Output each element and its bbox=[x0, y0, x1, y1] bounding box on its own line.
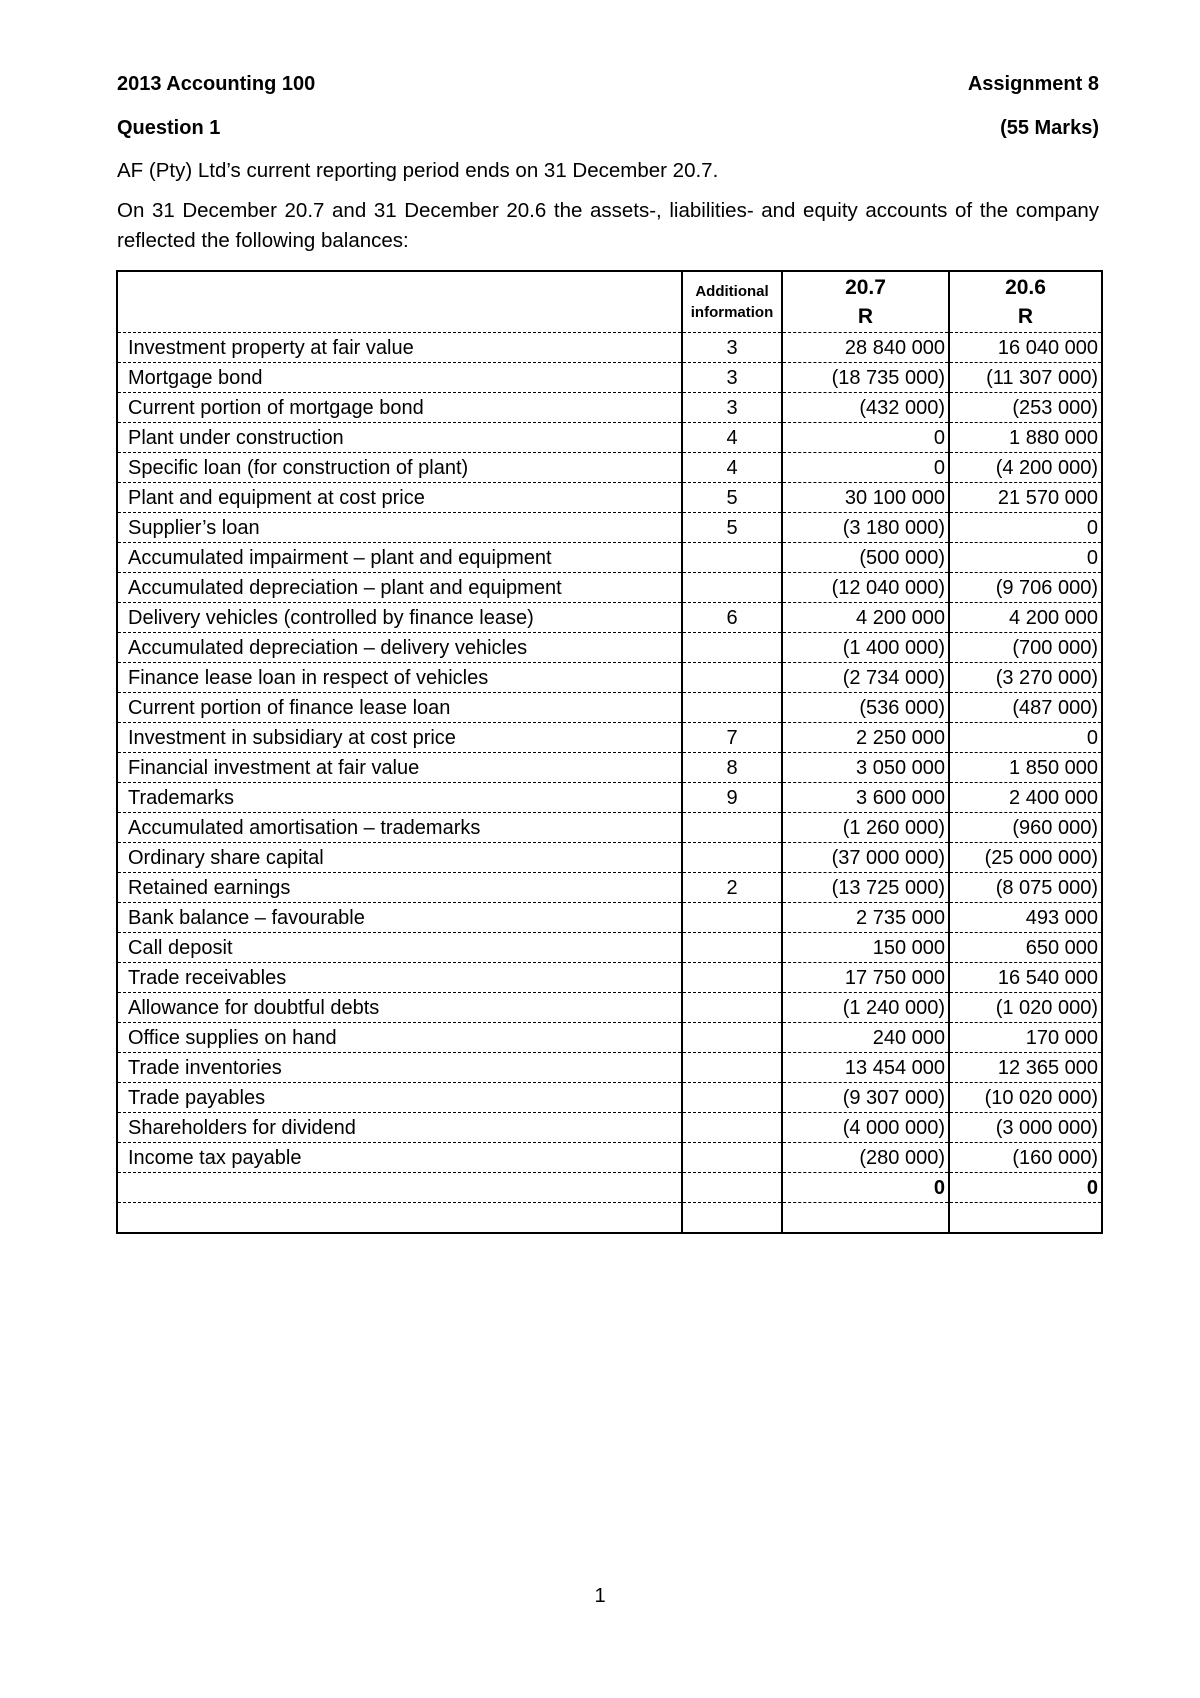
table-row bbox=[117, 333, 1102, 363]
row-value-20-6: 170 000 bbox=[949, 1023, 1102, 1053]
row-value-20-7: 150 000 bbox=[782, 933, 949, 963]
row-value-20-7: (3 180 000) bbox=[782, 513, 949, 543]
row-label: Call deposit bbox=[117, 933, 682, 963]
row-note: 4 bbox=[682, 453, 782, 483]
row-label: Accumulated impairment – plant and equipment bbox=[117, 543, 682, 573]
empty-row bbox=[117, 1203, 1102, 1234]
table-row bbox=[117, 1113, 1102, 1143]
table-row bbox=[117, 873, 1102, 903]
row-value-20-7: 2 250 000 bbox=[782, 723, 949, 753]
row-note bbox=[682, 813, 782, 843]
header-year2-unit: R bbox=[1017, 305, 1034, 328]
header-year-20-6 bbox=[949, 271, 1102, 333]
row-value-20-7: (37 000 000) bbox=[782, 843, 949, 873]
intro-paragraph-1: AF (Pty) Ltd’s current reporting period ends on 31 December 20.7. bbox=[117, 159, 719, 182]
row-value-20-6: (4 200 000) bbox=[949, 453, 1102, 483]
row-label: Trade payables bbox=[117, 1083, 682, 1113]
table-row bbox=[117, 573, 1102, 603]
row-label: Financial investment at fair value bbox=[117, 753, 682, 783]
header-additional-line2: information bbox=[690, 304, 774, 321]
row-value-20-7: 3 050 000 bbox=[782, 753, 949, 783]
row-value-20-7: (432 000) bbox=[782, 393, 949, 423]
row-value-20-6: 2 400 000 bbox=[949, 783, 1102, 813]
row-note: 3 bbox=[682, 363, 782, 393]
row-value-20-7: 28 840 000 bbox=[782, 333, 949, 363]
table-header-row bbox=[117, 271, 1102, 333]
total-20-6: 0 bbox=[949, 1173, 1102, 1203]
row-label: Investment property at fair value bbox=[117, 333, 682, 363]
row-note: 6 bbox=[682, 603, 782, 633]
row-value-20-6: (960 000) bbox=[949, 813, 1102, 843]
row-note: 4 bbox=[682, 423, 782, 453]
table-row bbox=[117, 783, 1102, 813]
row-note: 8 bbox=[682, 753, 782, 783]
row-label: Trade receivables bbox=[117, 963, 682, 993]
row-value-20-7: 17 750 000 bbox=[782, 963, 949, 993]
row-note bbox=[682, 1053, 782, 1083]
table-row bbox=[117, 903, 1102, 933]
header-year-20-7 bbox=[782, 271, 949, 333]
row-value-20-6: (253 000) bbox=[949, 393, 1102, 423]
row-value-20-7: 3 600 000 bbox=[782, 783, 949, 813]
table-row bbox=[117, 1023, 1102, 1053]
row-value-20-7: (1 400 000) bbox=[782, 633, 949, 663]
row-note bbox=[682, 1143, 782, 1173]
row-note bbox=[682, 903, 782, 933]
row-value-20-7: (4 000 000) bbox=[782, 1113, 949, 1143]
table-row bbox=[117, 603, 1102, 633]
row-label: Delivery vehicles (controlled by finance lease) bbox=[117, 603, 682, 633]
page-number: 1 bbox=[594, 1585, 606, 1607]
total-20-7: 0 bbox=[782, 1173, 949, 1203]
header-year1-unit: R bbox=[857, 305, 874, 328]
row-note bbox=[682, 963, 782, 993]
row-value-20-7: (1 260 000) bbox=[782, 813, 949, 843]
table-row bbox=[117, 423, 1102, 453]
row-value-20-7: (280 000) bbox=[782, 1143, 949, 1173]
intro-paragraph-2: On 31 December 20.7 and 31 December 20.6 the assets-, liabilities- and equity accounts of the company reflected the following balances: bbox=[117, 199, 1099, 252]
header-blank-cell bbox=[117, 271, 682, 333]
course-title: 2013 Accounting 100 bbox=[117, 73, 316, 95]
header-year1: 20.7 bbox=[845, 276, 886, 299]
row-value-20-7: (500 000) bbox=[782, 543, 949, 573]
table-row bbox=[117, 723, 1102, 753]
table-row bbox=[117, 483, 1102, 513]
row-note: 5 bbox=[682, 513, 782, 543]
row-value-20-7: (18 735 000) bbox=[782, 363, 949, 393]
row-label: Mortgage bond bbox=[117, 363, 682, 393]
row-value-20-7: 240 000 bbox=[782, 1023, 949, 1053]
row-note bbox=[682, 843, 782, 873]
table-row bbox=[117, 663, 1102, 693]
row-value-20-6: (3 000 000) bbox=[949, 1113, 1102, 1143]
table-row bbox=[117, 963, 1102, 993]
row-label: Allowance for doubtful debts bbox=[117, 993, 682, 1023]
row-label: Ordinary share capital bbox=[117, 843, 682, 873]
table-row bbox=[117, 753, 1102, 783]
empty-cell bbox=[949, 1203, 1102, 1234]
header-line-1 bbox=[117, 73, 1099, 96]
row-value-20-7: (13 725 000) bbox=[782, 873, 949, 903]
row-note: 7 bbox=[682, 723, 782, 753]
row-label: Trade inventories bbox=[117, 1053, 682, 1083]
row-label: Investment in subsidiary at cost price bbox=[117, 723, 682, 753]
row-value-20-6: 650 000 bbox=[949, 933, 1102, 963]
row-label: Trademarks bbox=[117, 783, 682, 813]
row-value-20-6: (8 075 000) bbox=[949, 873, 1102, 903]
row-value-20-6: 0 bbox=[949, 513, 1102, 543]
row-label: Accumulated depreciation – plant and equipment bbox=[117, 573, 682, 603]
row-value-20-6: (1 020 000) bbox=[949, 993, 1102, 1023]
table-row bbox=[117, 513, 1102, 543]
table-row bbox=[117, 843, 1102, 873]
row-value-20-7: 13 454 000 bbox=[782, 1053, 949, 1083]
row-label: Specific loan (for construction of plant) bbox=[117, 453, 682, 483]
row-value-20-6: 16 040 000 bbox=[949, 333, 1102, 363]
header-additional-info bbox=[682, 271, 782, 333]
row-label: Plant under construction bbox=[117, 423, 682, 453]
row-value-20-6: 493 000 bbox=[949, 903, 1102, 933]
row-value-20-7: (2 734 000) bbox=[782, 663, 949, 693]
row-value-20-6: 1 880 000 bbox=[949, 423, 1102, 453]
header-additional-line1: Additional bbox=[695, 283, 769, 300]
table-row bbox=[117, 933, 1102, 963]
row-value-20-6: (25 000 000) bbox=[949, 843, 1102, 873]
row-label: Accumulated depreciation – delivery vehicles bbox=[117, 633, 682, 663]
row-value-20-6: (10 020 000) bbox=[949, 1083, 1102, 1113]
row-note: 3 bbox=[682, 393, 782, 423]
row-value-20-7: (9 307 000) bbox=[782, 1083, 949, 1113]
row-value-20-6: (700 000) bbox=[949, 633, 1102, 663]
row-note bbox=[682, 1083, 782, 1113]
table-row bbox=[117, 993, 1102, 1023]
table-row bbox=[117, 363, 1102, 393]
row-label: Plant and equipment at cost price bbox=[117, 483, 682, 513]
row-label: Finance lease loan in respect of vehicles bbox=[117, 663, 682, 693]
row-value-20-7: 0 bbox=[782, 423, 949, 453]
empty-cell bbox=[682, 1203, 782, 1234]
row-note bbox=[682, 993, 782, 1023]
row-label: Retained earnings bbox=[117, 873, 682, 903]
row-note bbox=[682, 663, 782, 693]
assignment-title: Assignment 8 bbox=[967, 73, 1099, 95]
row-value-20-6: 0 bbox=[949, 723, 1102, 753]
totals-blank-note bbox=[682, 1173, 782, 1203]
table-row bbox=[117, 1053, 1102, 1083]
table-row bbox=[117, 1143, 1102, 1173]
row-value-20-7: (12 040 000) bbox=[782, 573, 949, 603]
row-label: Income tax payable bbox=[117, 1143, 682, 1173]
row-label: Supplier’s loan bbox=[117, 513, 682, 543]
row-label: Bank balance – favourable bbox=[117, 903, 682, 933]
row-note: 9 bbox=[682, 783, 782, 813]
table-row bbox=[117, 393, 1102, 423]
question-title: Question 1 bbox=[117, 117, 221, 139]
row-value-20-7: (536 000) bbox=[782, 693, 949, 723]
row-value-20-6: (487 000) bbox=[949, 693, 1102, 723]
row-value-20-7: 0 bbox=[782, 453, 949, 483]
row-note bbox=[682, 633, 782, 663]
row-note bbox=[682, 543, 782, 573]
row-value-20-6: (11 307 000) bbox=[949, 363, 1102, 393]
row-note: 5 bbox=[682, 483, 782, 513]
row-label: Office supplies on hand bbox=[117, 1023, 682, 1053]
row-note bbox=[682, 1113, 782, 1143]
balances-table bbox=[116, 270, 1103, 1234]
row-note bbox=[682, 693, 782, 723]
row-value-20-6: (3 270 000) bbox=[949, 663, 1102, 693]
row-value-20-6: 4 200 000 bbox=[949, 603, 1102, 633]
row-value-20-6: (9 706 000) bbox=[949, 573, 1102, 603]
table-row bbox=[117, 453, 1102, 483]
row-value-20-6: 16 540 000 bbox=[949, 963, 1102, 993]
row-note bbox=[682, 1023, 782, 1053]
totals-row bbox=[117, 1173, 1102, 1203]
row-label: Accumulated amortisation – trademarks bbox=[117, 813, 682, 843]
table-row bbox=[117, 543, 1102, 573]
row-value-20-7: 2 735 000 bbox=[782, 903, 949, 933]
marks-label: (55 Marks) bbox=[1000, 117, 1099, 139]
header-year2: 20.6 bbox=[1005, 276, 1046, 299]
totals-blank-label bbox=[117, 1173, 682, 1203]
row-label: Current portion of finance lease loan bbox=[117, 693, 682, 723]
row-value-20-6: 1 850 000 bbox=[949, 753, 1102, 783]
table-row bbox=[117, 633, 1102, 663]
row-value-20-6: (160 000) bbox=[949, 1143, 1102, 1173]
header-line-2 bbox=[117, 117, 1099, 140]
row-note: 2 bbox=[682, 873, 782, 903]
row-label: Current portion of mortgage bond bbox=[117, 393, 682, 423]
row-value-20-6: 12 365 000 bbox=[949, 1053, 1102, 1083]
table-row bbox=[117, 693, 1102, 723]
row-note: 3 bbox=[682, 333, 782, 363]
row-value-20-7: 30 100 000 bbox=[782, 483, 949, 513]
row-value-20-6: 0 bbox=[949, 543, 1102, 573]
row-note bbox=[682, 933, 782, 963]
row-value-20-7: 4 200 000 bbox=[782, 603, 949, 633]
table-row bbox=[117, 813, 1102, 843]
row-note bbox=[682, 573, 782, 603]
row-value-20-6: 21 570 000 bbox=[949, 483, 1102, 513]
row-value-20-7: (1 240 000) bbox=[782, 993, 949, 1023]
row-label: Shareholders for dividend bbox=[117, 1113, 682, 1143]
empty-cell bbox=[117, 1203, 682, 1234]
table-row bbox=[117, 1083, 1102, 1113]
empty-cell bbox=[782, 1203, 949, 1234]
